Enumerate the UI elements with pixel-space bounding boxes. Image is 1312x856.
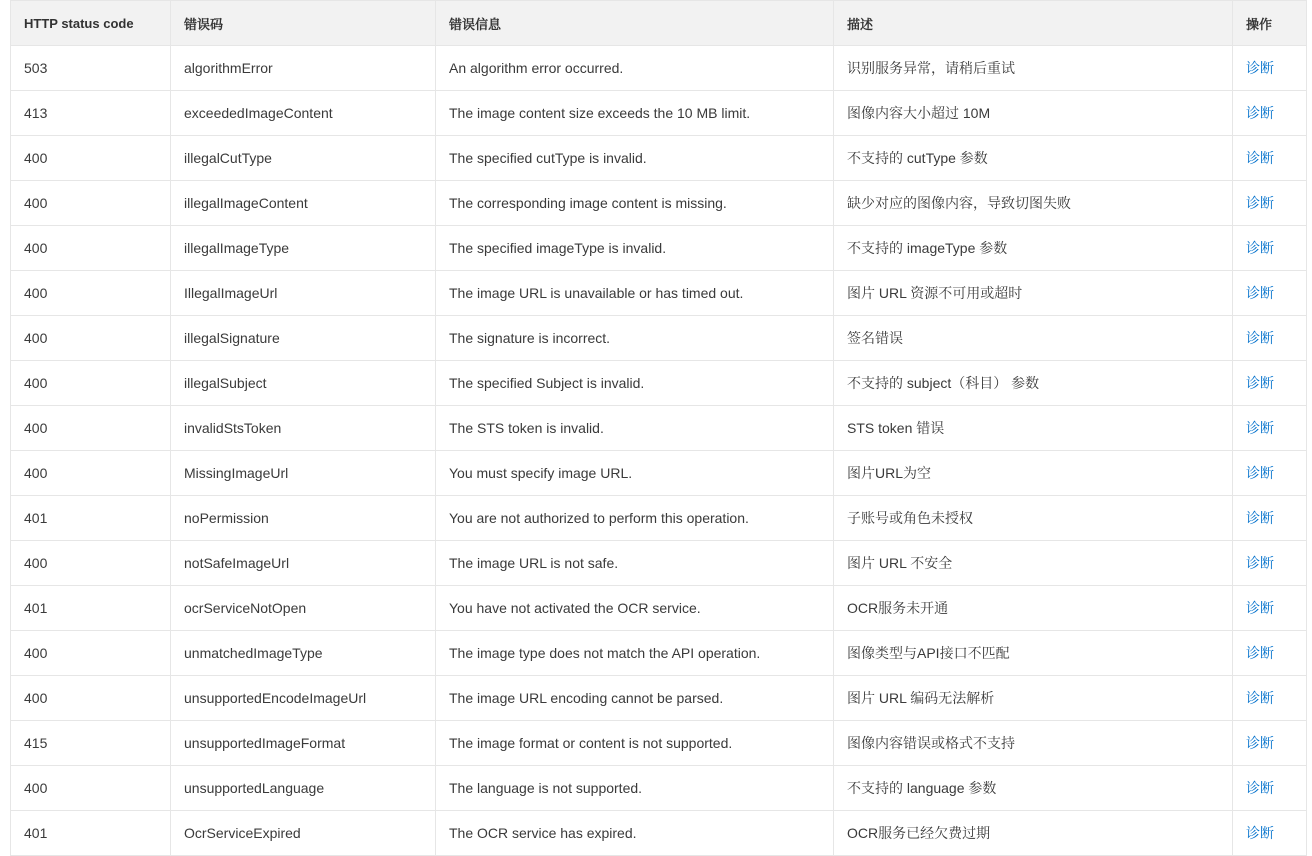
column-header-description: 描述 bbox=[834, 1, 1233, 46]
cell-description: 缺少对应的图像内容，导致切图失败 bbox=[834, 181, 1233, 226]
cell-error-code: illegalSubject bbox=[171, 361, 436, 406]
cell-action bbox=[1233, 451, 1307, 496]
cell-http-status: 400 bbox=[11, 766, 171, 811]
column-header-error-code: 错误码 bbox=[171, 1, 436, 46]
cell-description: 图片 URL 资源不可用或超时 bbox=[834, 271, 1233, 316]
cell-error-code: unsupportedLanguage bbox=[171, 766, 436, 811]
cell-action bbox=[1233, 271, 1307, 316]
cell-description: 不支持的 imageType 参数 bbox=[834, 226, 1233, 271]
cell-description: 图像内容大小超过 10M bbox=[834, 91, 1233, 136]
cell-error-message: The image URL encoding cannot be parsed. bbox=[436, 676, 834, 721]
cell-error-code: illegalCutType bbox=[171, 136, 436, 181]
table-row bbox=[11, 766, 1307, 811]
cell-error-message: The image type does not match the API operation. bbox=[436, 631, 834, 676]
diagnose-link[interactable]: 诊断 bbox=[1246, 825, 1274, 841]
cell-action bbox=[1233, 226, 1307, 271]
cell-http-status: 400 bbox=[11, 226, 171, 271]
cell-description: STS token 错误 bbox=[834, 406, 1233, 451]
diagnose-link[interactable]: 诊断 bbox=[1246, 735, 1274, 751]
cell-error-message: You have not activated the OCR service. bbox=[436, 586, 834, 631]
table-row bbox=[11, 181, 1307, 226]
cell-http-status: 503 bbox=[11, 46, 171, 91]
diagnose-link[interactable]: 诊断 bbox=[1246, 150, 1274, 166]
cell-action bbox=[1233, 541, 1307, 586]
table-row bbox=[11, 496, 1307, 541]
table-row bbox=[11, 541, 1307, 586]
cell-error-message: The specified cutType is invalid. bbox=[436, 136, 834, 181]
diagnose-link[interactable]: 诊断 bbox=[1246, 780, 1274, 796]
cell-error-code: unmatchedImageType bbox=[171, 631, 436, 676]
cell-http-status: 401 bbox=[11, 586, 171, 631]
cell-action bbox=[1233, 721, 1307, 766]
table-header bbox=[11, 1, 1307, 46]
cell-description: 图片 URL 不安全 bbox=[834, 541, 1233, 586]
cell-http-status: 400 bbox=[11, 271, 171, 316]
cell-action bbox=[1233, 91, 1307, 136]
cell-error-code: unsupportedImageFormat bbox=[171, 721, 436, 766]
cell-error-code: illegalSignature bbox=[171, 316, 436, 361]
table-row bbox=[11, 811, 1307, 856]
cell-description: 不支持的 subject（科目） 参数 bbox=[834, 361, 1233, 406]
table-row bbox=[11, 316, 1307, 361]
diagnose-link[interactable]: 诊断 bbox=[1246, 645, 1274, 661]
cell-error-message: The image content size exceeds the 10 MB limit. bbox=[436, 91, 834, 136]
table-row bbox=[11, 226, 1307, 271]
diagnose-link[interactable]: 诊断 bbox=[1246, 105, 1274, 121]
diagnose-link[interactable]: 诊断 bbox=[1246, 420, 1274, 436]
cell-error-code: OcrServiceExpired bbox=[171, 811, 436, 856]
diagnose-link[interactable]: 诊断 bbox=[1246, 510, 1274, 526]
cell-error-message: The language is not supported. bbox=[436, 766, 834, 811]
cell-http-status: 400 bbox=[11, 631, 171, 676]
cell-error-code: algorithmError bbox=[171, 46, 436, 91]
column-header-error-message: 错误信息 bbox=[436, 1, 834, 46]
cell-error-code: invalidStsToken bbox=[171, 406, 436, 451]
diagnose-link[interactable]: 诊断 bbox=[1246, 60, 1274, 76]
cell-action bbox=[1233, 676, 1307, 721]
cell-error-message: The image format or content is not supported. bbox=[436, 721, 834, 766]
table-row bbox=[11, 451, 1307, 496]
cell-error-message: You must specify image URL. bbox=[436, 451, 834, 496]
diagnose-link[interactable]: 诊断 bbox=[1246, 555, 1274, 571]
diagnose-link[interactable]: 诊断 bbox=[1246, 600, 1274, 616]
cell-description: 不支持的 cutType 参数 bbox=[834, 136, 1233, 181]
cell-action bbox=[1233, 766, 1307, 811]
table-row bbox=[11, 361, 1307, 406]
cell-error-code: IllegalImageUrl bbox=[171, 271, 436, 316]
cell-description: 不支持的 language 参数 bbox=[834, 766, 1233, 811]
diagnose-link[interactable]: 诊断 bbox=[1246, 195, 1274, 211]
cell-action bbox=[1233, 136, 1307, 181]
diagnose-link[interactable]: 诊断 bbox=[1246, 330, 1274, 346]
cell-description: 图像内容错误或格式不支持 bbox=[834, 721, 1233, 766]
cell-error-code: ocrServiceNotOpen bbox=[171, 586, 436, 631]
cell-http-status: 400 bbox=[11, 541, 171, 586]
cell-error-code: illegalImageContent bbox=[171, 181, 436, 226]
cell-error-code: exceededImageContent bbox=[171, 91, 436, 136]
cell-error-code: MissingImageUrl bbox=[171, 451, 436, 496]
cell-error-code: noPermission bbox=[171, 496, 436, 541]
cell-http-status: 400 bbox=[11, 181, 171, 226]
cell-error-message: An algorithm error occurred. bbox=[436, 46, 834, 91]
cell-error-message: The corresponding image content is missing. bbox=[436, 181, 834, 226]
cell-description: 识别服务异常，请稍后重试 bbox=[834, 46, 1233, 91]
cell-description: OCR服务未开通 bbox=[834, 586, 1233, 631]
table-row bbox=[11, 136, 1307, 181]
cell-http-status: 413 bbox=[11, 91, 171, 136]
cell-description: 子账号或角色未授权 bbox=[834, 496, 1233, 541]
cell-error-message: The image URL is not safe. bbox=[436, 541, 834, 586]
cell-error-code: unsupportedEncodeImageUrl bbox=[171, 676, 436, 721]
cell-description: 图片 URL 编码无法解析 bbox=[834, 676, 1233, 721]
table-row bbox=[11, 91, 1307, 136]
table-row bbox=[11, 586, 1307, 631]
cell-action bbox=[1233, 361, 1307, 406]
table-body bbox=[11, 46, 1307, 856]
cell-error-message: The image URL is unavailable or has timed out. bbox=[436, 271, 834, 316]
cell-action bbox=[1233, 46, 1307, 91]
cell-action bbox=[1233, 811, 1307, 856]
cell-description: 签名错误 bbox=[834, 316, 1233, 361]
cell-error-message: The specified Subject is invalid. bbox=[436, 361, 834, 406]
cell-description: OCR服务已经欠费过期 bbox=[834, 811, 1233, 856]
cell-description: 图像类型与API接口不匹配 bbox=[834, 631, 1233, 676]
cell-error-message: The STS token is invalid. bbox=[436, 406, 834, 451]
cell-http-status: 400 bbox=[11, 136, 171, 181]
table-row bbox=[11, 46, 1307, 91]
diagnose-link[interactable]: 诊断 bbox=[1246, 690, 1274, 706]
cell-action bbox=[1233, 586, 1307, 631]
diagnose-link[interactable]: 诊断 bbox=[1246, 240, 1274, 256]
cell-error-message: The specified imageType is invalid. bbox=[436, 226, 834, 271]
cell-http-status: 400 bbox=[11, 361, 171, 406]
cell-action bbox=[1233, 496, 1307, 541]
error-code-table-container bbox=[10, 0, 1306, 856]
cell-description: 图片URL为空 bbox=[834, 451, 1233, 496]
diagnose-link[interactable]: 诊断 bbox=[1246, 375, 1274, 391]
cell-error-code: notSafeImageUrl bbox=[171, 541, 436, 586]
cell-error-code: illegalImageType bbox=[171, 226, 436, 271]
cell-http-status: 400 bbox=[11, 451, 171, 496]
cell-error-message: The OCR service has expired. bbox=[436, 811, 834, 856]
table-row bbox=[11, 676, 1307, 721]
cell-http-status: 401 bbox=[11, 496, 171, 541]
cell-action bbox=[1233, 316, 1307, 361]
table-row bbox=[11, 721, 1307, 766]
cell-http-status: 400 bbox=[11, 676, 171, 721]
table-header-row bbox=[11, 1, 1307, 46]
table-row bbox=[11, 406, 1307, 451]
cell-action bbox=[1233, 631, 1307, 676]
cell-error-message: The signature is incorrect. bbox=[436, 316, 834, 361]
cell-http-status: 401 bbox=[11, 811, 171, 856]
cell-error-message: You are not authorized to perform this operation. bbox=[436, 496, 834, 541]
cell-http-status: 400 bbox=[11, 406, 171, 451]
column-header-action: 操作 bbox=[1233, 1, 1307, 46]
cell-action bbox=[1233, 181, 1307, 226]
cell-http-status: 415 bbox=[11, 721, 171, 766]
diagnose-link[interactable]: 诊断 bbox=[1246, 465, 1274, 481]
cell-http-status: 400 bbox=[11, 316, 171, 361]
error-code-table bbox=[10, 0, 1307, 856]
column-header-http-status: HTTP status code bbox=[11, 1, 171, 46]
cell-action bbox=[1233, 406, 1307, 451]
table-row bbox=[11, 271, 1307, 316]
diagnose-link[interactable]: 诊断 bbox=[1246, 285, 1274, 301]
table-row bbox=[11, 631, 1307, 676]
